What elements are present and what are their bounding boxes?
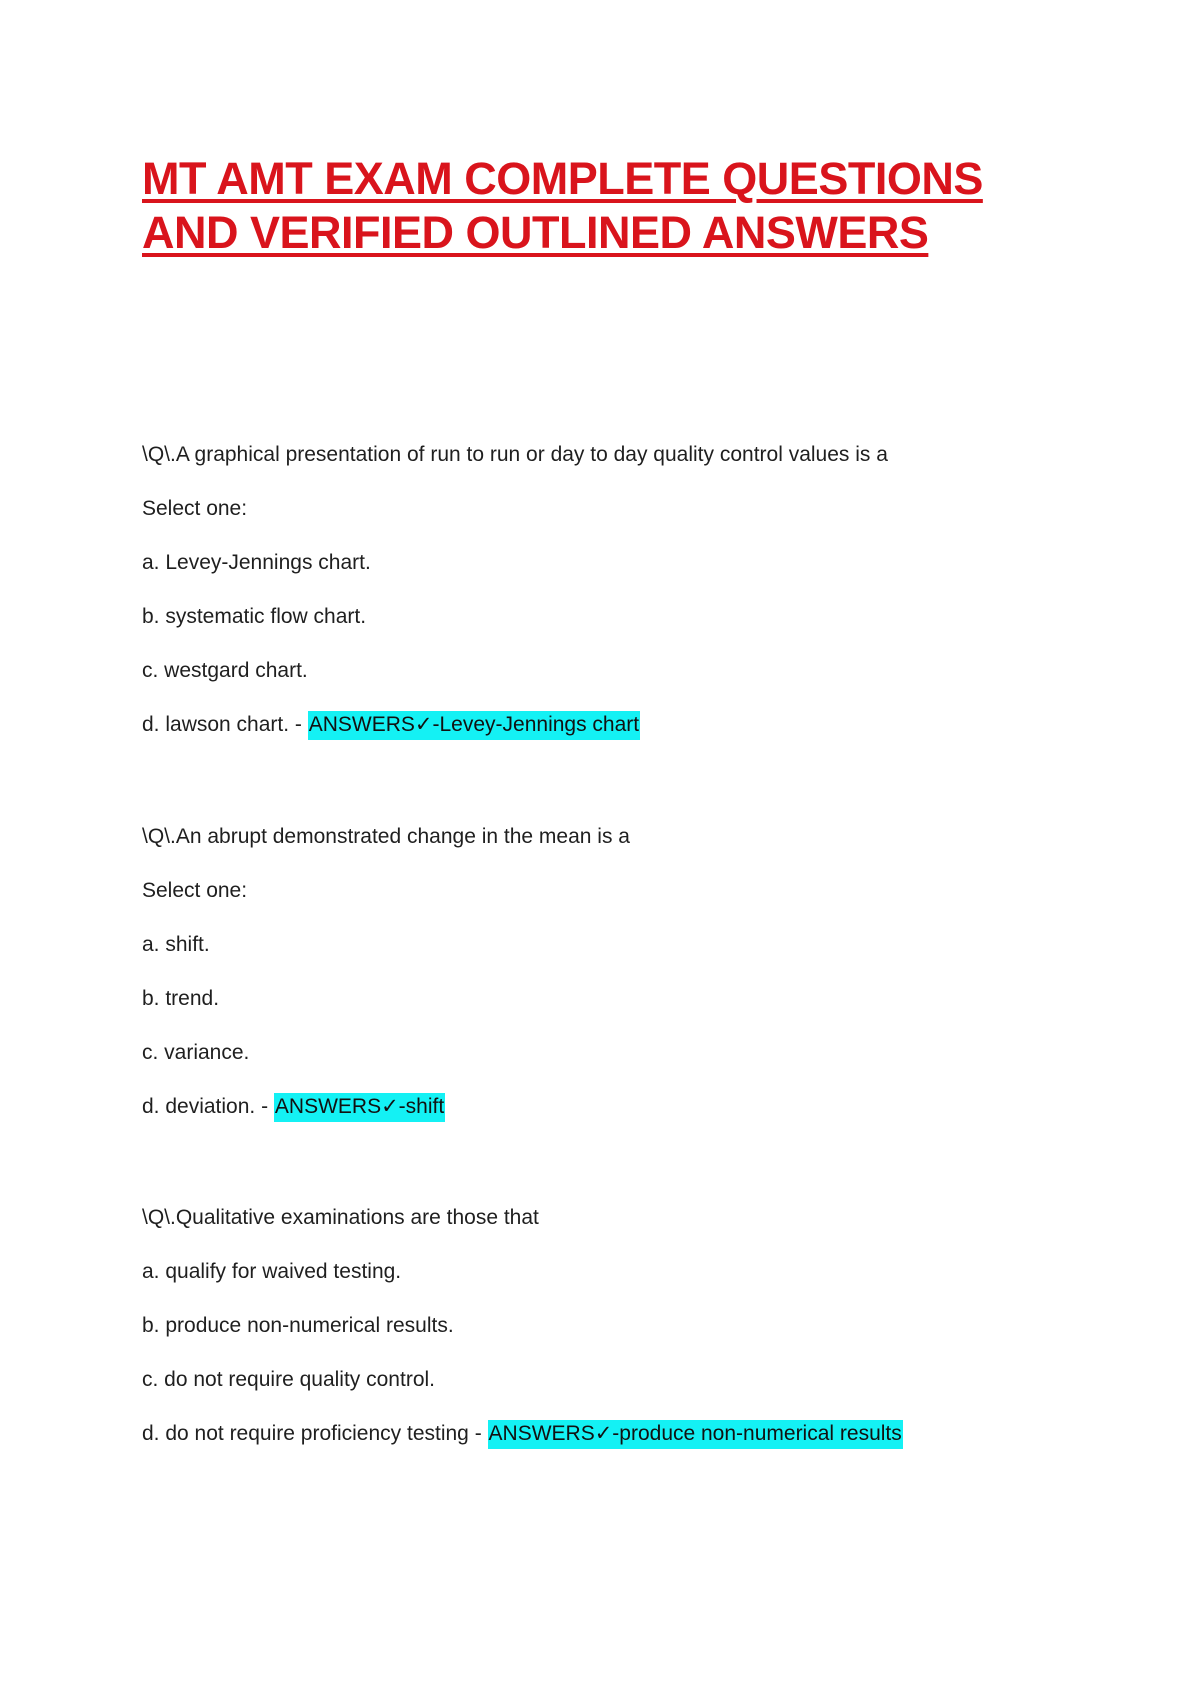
- option-d-text: d. deviation. -: [142, 1095, 274, 1118]
- option-d-text: d. lawson chart. -: [142, 713, 308, 736]
- question-text: \Q\.Qualitative examinations are those that: [142, 1206, 539, 1229]
- option-c: c. do not require quality control.: [142, 1368, 435, 1391]
- answer-highlight: ANSWERS✓-shift: [274, 1093, 445, 1122]
- option-b: b. trend.: [142, 987, 220, 1010]
- option-b: b. systematic flow chart.: [142, 605, 367, 628]
- question-text: \Q\.A graphical presentation of run to run or day to day quality control values is a: [142, 443, 888, 466]
- option-d-text: d. do not require proficiency testing -: [142, 1422, 488, 1445]
- option-a: a. Levey-Jennings chart.: [142, 551, 371, 574]
- option-c: c. westgard chart.: [142, 659, 308, 682]
- title-line-2: AND VERIFIED OUTLINED ANSWERS: [142, 207, 929, 258]
- option-d: [142, 710, 1102, 740]
- question-block-2: [142, 822, 1102, 1146]
- answer-highlight: ANSWERS✓-produce non-numerical results: [488, 1420, 903, 1449]
- document-title: [142, 152, 1042, 260]
- option-c: c. variance.: [142, 1041, 250, 1064]
- select-one-label: Select one:: [142, 879, 248, 902]
- option-d: [142, 1419, 1102, 1449]
- option-a: a. qualify for waived testing.: [142, 1260, 402, 1283]
- answer-highlight: ANSWERS✓-Levey-Jennings chart: [308, 711, 640, 740]
- question-text: \Q\.An abrupt demonstrated change in the mean is a: [142, 825, 630, 848]
- question-block-3: [142, 1203, 1102, 1473]
- question-block-1: [142, 440, 1102, 764]
- option-b: b. produce non-numerical results.: [142, 1314, 454, 1337]
- title-line-1: MT AMT EXAM COMPLETE QUESTIONS: [142, 153, 983, 204]
- select-one-label: Select one:: [142, 497, 248, 520]
- option-d: [142, 1092, 1102, 1122]
- option-a: a. shift.: [142, 933, 210, 956]
